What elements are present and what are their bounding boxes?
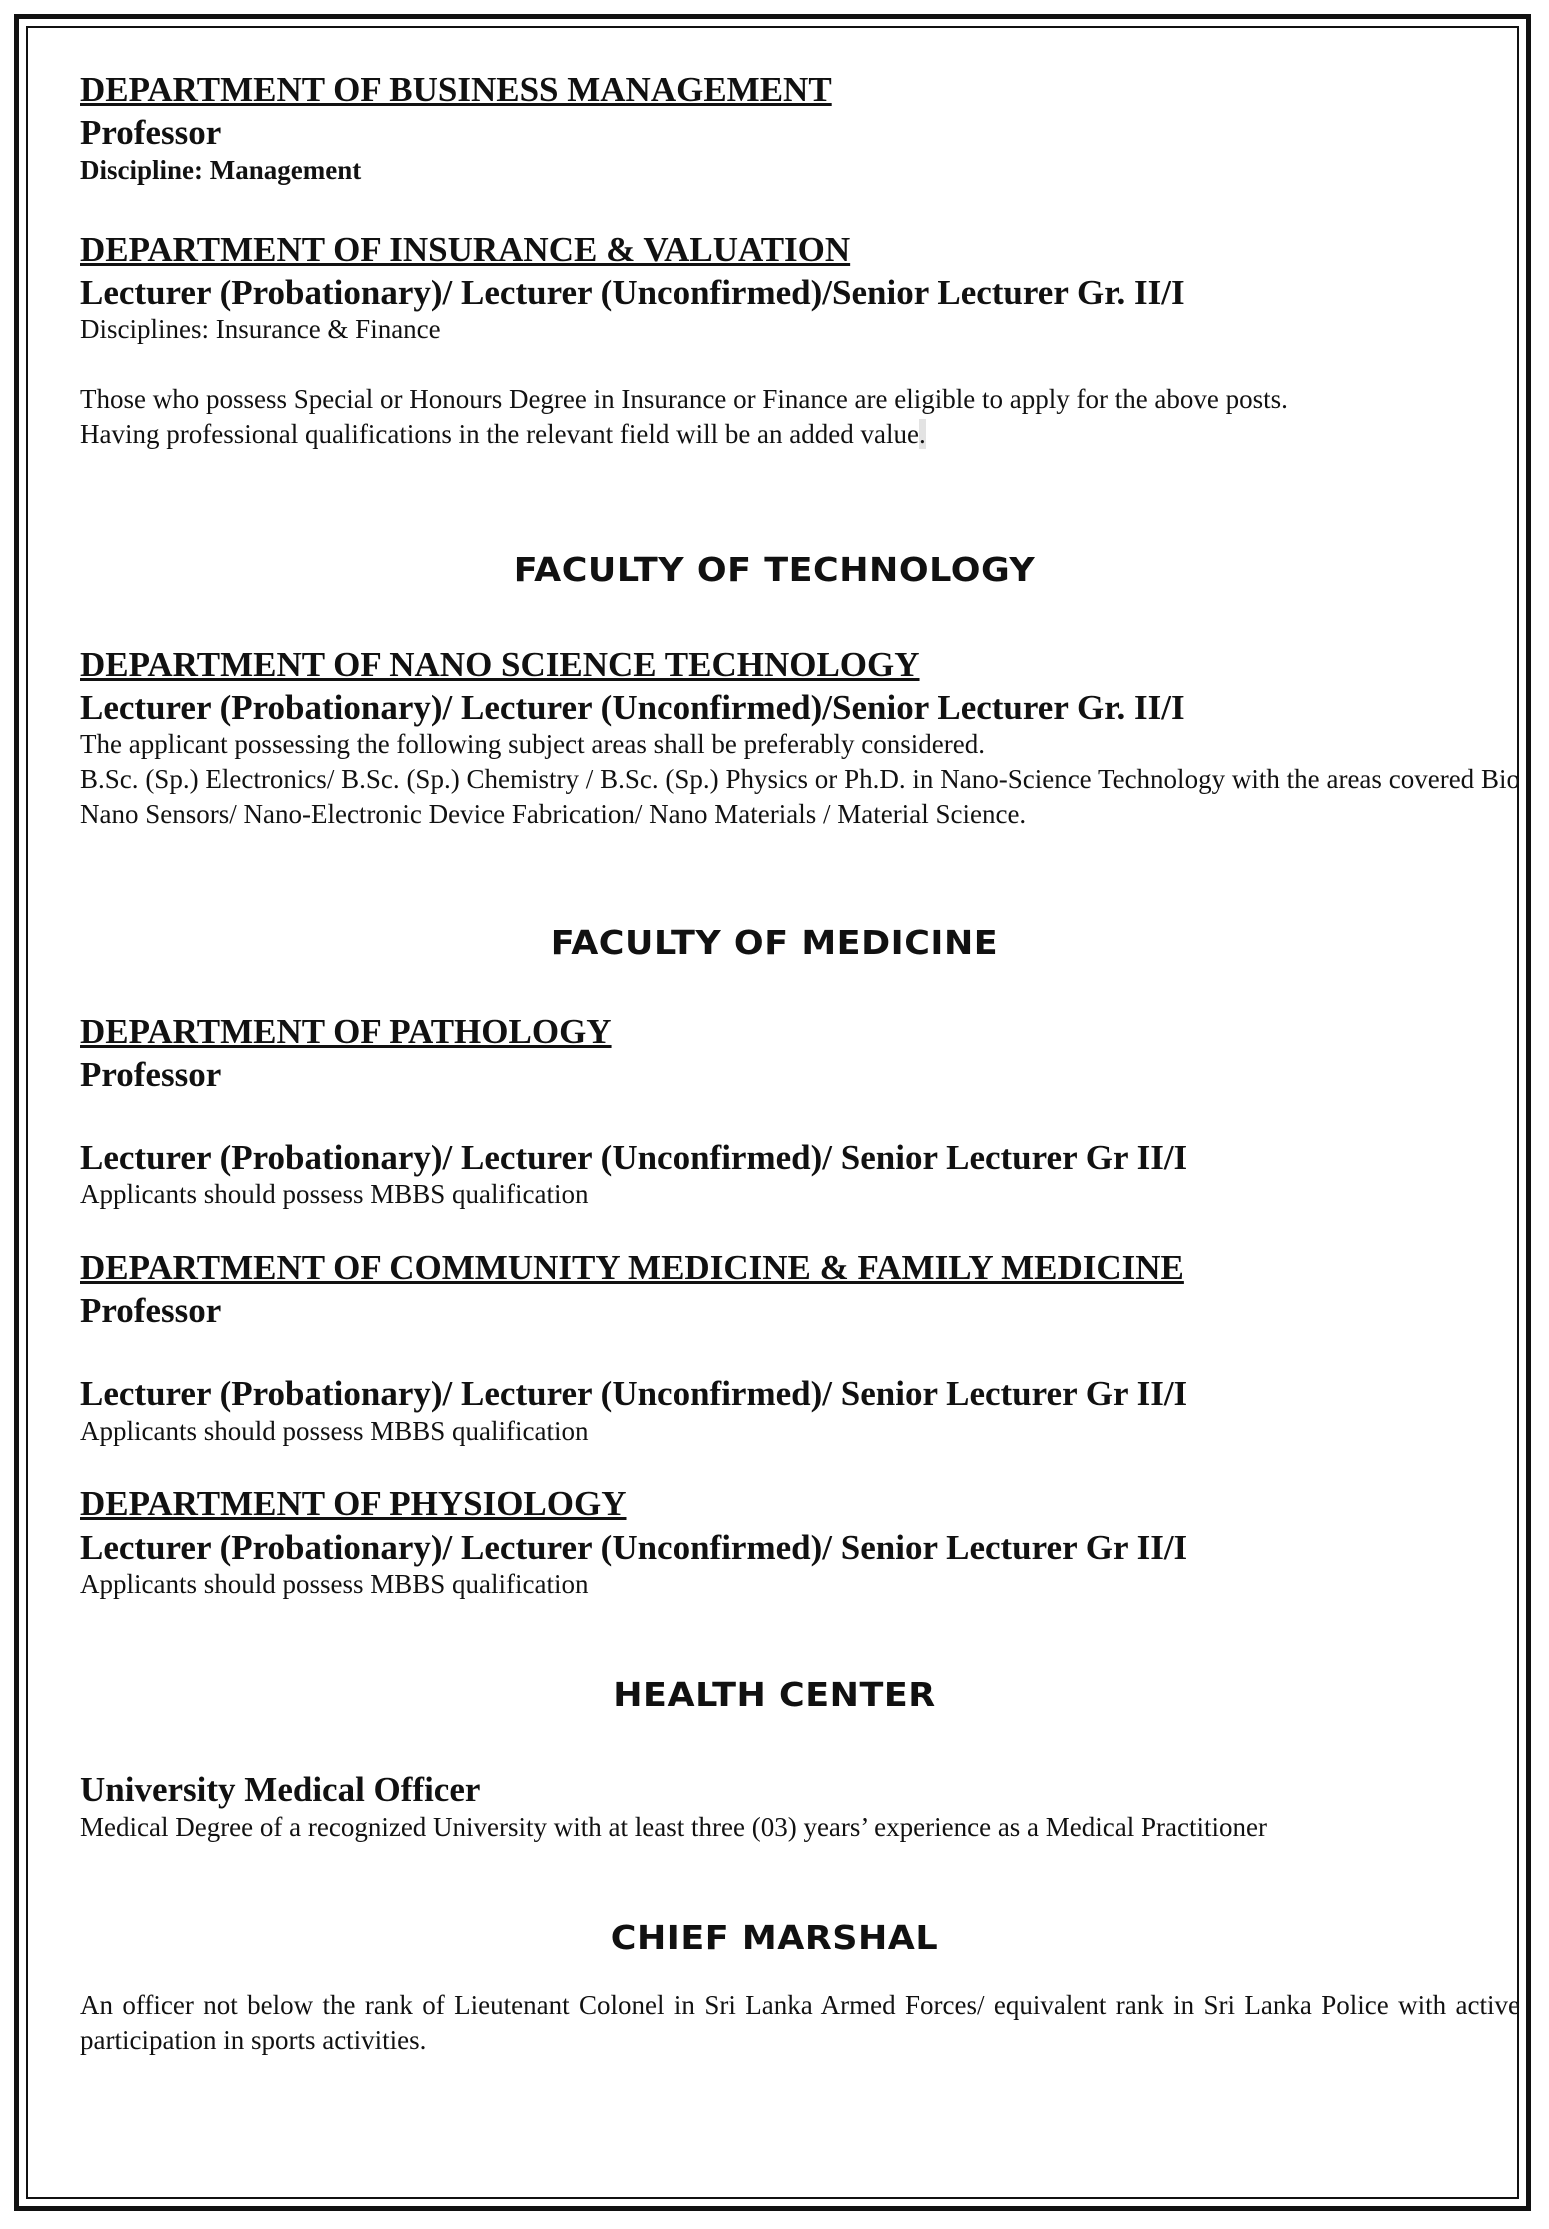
section-heading-chief-marshal: CHIEF MARSHAL — [610, 1918, 939, 1957]
post-title-lecturer: Lecturer (Probationary)/ Lecturer (Unconfirmed)/ Senior Lecturer Gr II/I — [80, 1374, 1188, 1413]
post-title-professor: Professor — [80, 1055, 222, 1094]
eligibility-note-line1: Those who possess Special or Honours Degree in Insurance or Finance are eligible to apply for the above posts. — [80, 384, 1288, 414]
qualification-requirement: Applicants should possess MBBS qualification — [80, 1179, 589, 1209]
post-title-professor: Professor — [80, 1291, 222, 1330]
page-border-inner — [26, 26, 1519, 2199]
faculty-heading-medicine: FACULTY OF MEDICINE — [550, 923, 999, 962]
post-title-lecturer: Lecturer (Probationary)/ Lecturer (Unconfirmed)/Senior Lecturer Gr. II/I — [80, 688, 1185, 727]
department-heading-business-management: DEPARTMENT OF BUSINESS MANAGEMENT — [80, 70, 832, 109]
department-heading-insurance-valuation: DEPARTMENT OF INSURANCE & VALUATION — [80, 230, 851, 269]
discipline-label: Discipline: Management — [80, 155, 362, 185]
chief-marshal-requirement: An officer not below the rank of Lieutenant Colonel in Sri Lanka Armed Forces/ equivalent rank in Sri Lanka Police with active participation in sports activities. — [80, 1990, 1520, 2055]
eligibility-note-line2 — [80, 417, 926, 452]
post-title-lecturer: Lecturer (Probationary)/ Lecturer (Unconfirmed)/ Senior Lecturer Gr II/I — [80, 1138, 1188, 1177]
post-title-medical-officer: University Medical Officer — [80, 1770, 481, 1809]
discipline-label: Disciplines: Insurance & Finance — [80, 314, 441, 344]
faculty-heading-technology: FACULTY OF TECHNOLOGY — [513, 550, 1036, 589]
qualification-requirement: Applicants should possess MBBS qualification — [80, 1569, 589, 1599]
eligibility-note-text: Having professional qualifications in the relevant field will be an added value — [80, 419, 919, 449]
post-title-lecturer: Lecturer (Probationary)/ Lecturer (Unconfirmed)/ Senior Lecturer Gr II/I — [80, 1528, 1188, 1567]
department-heading-physiology: DEPARTMENT OF PHYSIOLOGY — [80, 1484, 627, 1523]
section-heading-health-center: HEALTH CENTER — [613, 1675, 936, 1714]
nano-intro-text: The applicant possessing the following subject areas shall be preferably considered. — [80, 729, 985, 759]
department-heading-community-medicine: DEPARTMENT OF COMMUNITY MEDICINE & FAMILY MEDICINE — [80, 1248, 1184, 1287]
highlighted-period: . — [918, 419, 926, 449]
post-title-professor: Professor — [80, 113, 222, 152]
qualification-requirement: Medical Degree of a recognized University with at least three (03) years’ experience as a Medical Practitioner — [80, 1812, 1267, 1842]
nano-requirements-text: B.Sc. (Sp.) Electronics/ B.Sc. (Sp.) Chemistry / B.Sc. (Sp.) Physics or Ph.D. in Nano-Science Technology with the areas covered Bio Nano Sensors/ Nano-Electronic Device Fabrication/ Nano Materials / Material Science. — [80, 764, 1520, 829]
department-heading-nano-science: DEPARTMENT OF NANO SCIENCE TECHNOLOGY — [80, 645, 920, 684]
post-title-lecturer: Lecturer (Probationary)/ Lecturer (Unconfirmed)/Senior Lecturer Gr. II/I — [80, 273, 1185, 312]
qualification-requirement: Applicants should possess MBBS qualification — [80, 1416, 589, 1446]
department-heading-pathology: DEPARTMENT OF PATHOLOGY — [80, 1012, 612, 1051]
